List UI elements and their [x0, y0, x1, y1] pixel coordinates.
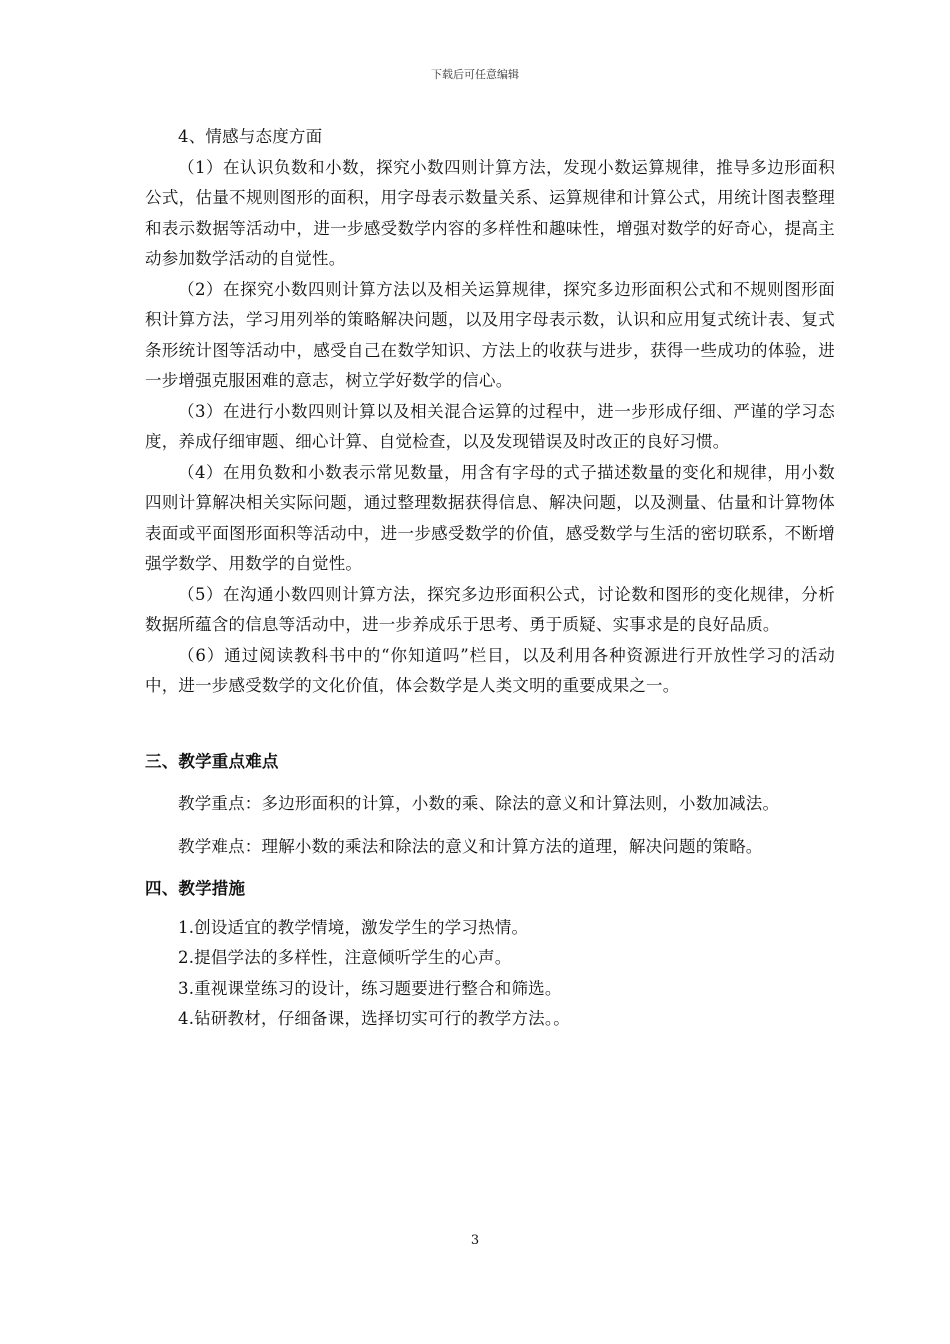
- paragraph-3: （3）在进行小数四则计算以及相关混合运算的过程中，进一步形成仔细、严谨的学习态度，养成仔细审题、细心计算、自觉检查，以及发现错误及时改正的良好习惯。: [145, 401, 835, 451]
- subsection-title: 4、情感与态度方面: [178, 127, 323, 146]
- list-item: 2.提倡学法的多样性，注意倾听学生的心声。: [178, 948, 512, 967]
- paragraph-2: （2）在探究小数四则计算方法以及相关运算规律，探究多边形面积公式和不规则图形面积计算方法，学习用列举的策略解决问题，以及用字母表示数，认识和应用复式统计表、复式条形统计图等活动中，感受自己在数学知识、方法上的收获与进步，获得一些成功的体验，进一步增强克服困难的意志，树立学好数学的信心。: [145, 279, 835, 390]
- page-header: 下载后可任意编辑: [431, 68, 519, 81]
- page-number: 3: [470, 1233, 480, 1248]
- paragraph-6: （6）通过阅读教科书中的“你知道吗”栏目，以及利用各种资源进行开放性学习的活动中，进一步感受数学的文化价值，体会数学是人类文明的重要成果之一。: [145, 645, 835, 695]
- key-points-text: 教学重点：多边形面积的计算，小数的乘、除法的意义和计算法则，小数加减法。: [178, 794, 780, 813]
- section-title-measures: 四、教学措施: [145, 879, 246, 898]
- difficulties-text: 教学难点：理解小数的乘法和除法的意义和计算方法的道理，解决问题的策略。: [178, 836, 763, 856]
- list-item: 3.重视课堂练习的设计，练习题要进行整合和筛选。: [178, 978, 562, 998]
- list-item: 4.钻研教材，仔细备课，选择切实可行的教学方法。。: [178, 1009, 570, 1028]
- paragraph-1: （1）在认识负数和小数，探究小数四则计算方法，发现小数运算规律，推导多边形面积公式，估量不规则图形的面积，用字母表示数量关系、运算规律和计算公式，用统计图表整理和表示数据等活动中，进一步感受数学内容的多样性和趣味性，增强对数学的好奇心，提高主动参加数学活动的自觉性。: [145, 157, 835, 268]
- measures-list: [145, 913, 835, 1035]
- document-body: [145, 122, 835, 1035]
- paragraph-4: （4）在用负数和小数表示常见数量，用含有字母的式子描述数量的变化和规律，用小数四则计算解决相关实际问题，通过整理数据获得信息、解决问题，以及测量、估量和计算物体表面或平面图形面积等活动中，进一步感受数学的价值，感受数学与生活的密切联系，不断增强学数学、用数学的自觉性。: [145, 462, 835, 573]
- section-title-key-points: 三、教学重点难点: [145, 751, 279, 771]
- list-item: 1.创设适宜的教学情境，激发学生的学习热情。: [178, 917, 529, 937]
- paragraph-5: （5）在沟通小数四则计算方法，探究多边形面积公式，讨论数和图形的变化规律，分析数据所蕴含的信息等活动中，进一步养成乐于思考、勇于质疑、实事求是的良好品质。: [145, 584, 835, 634]
